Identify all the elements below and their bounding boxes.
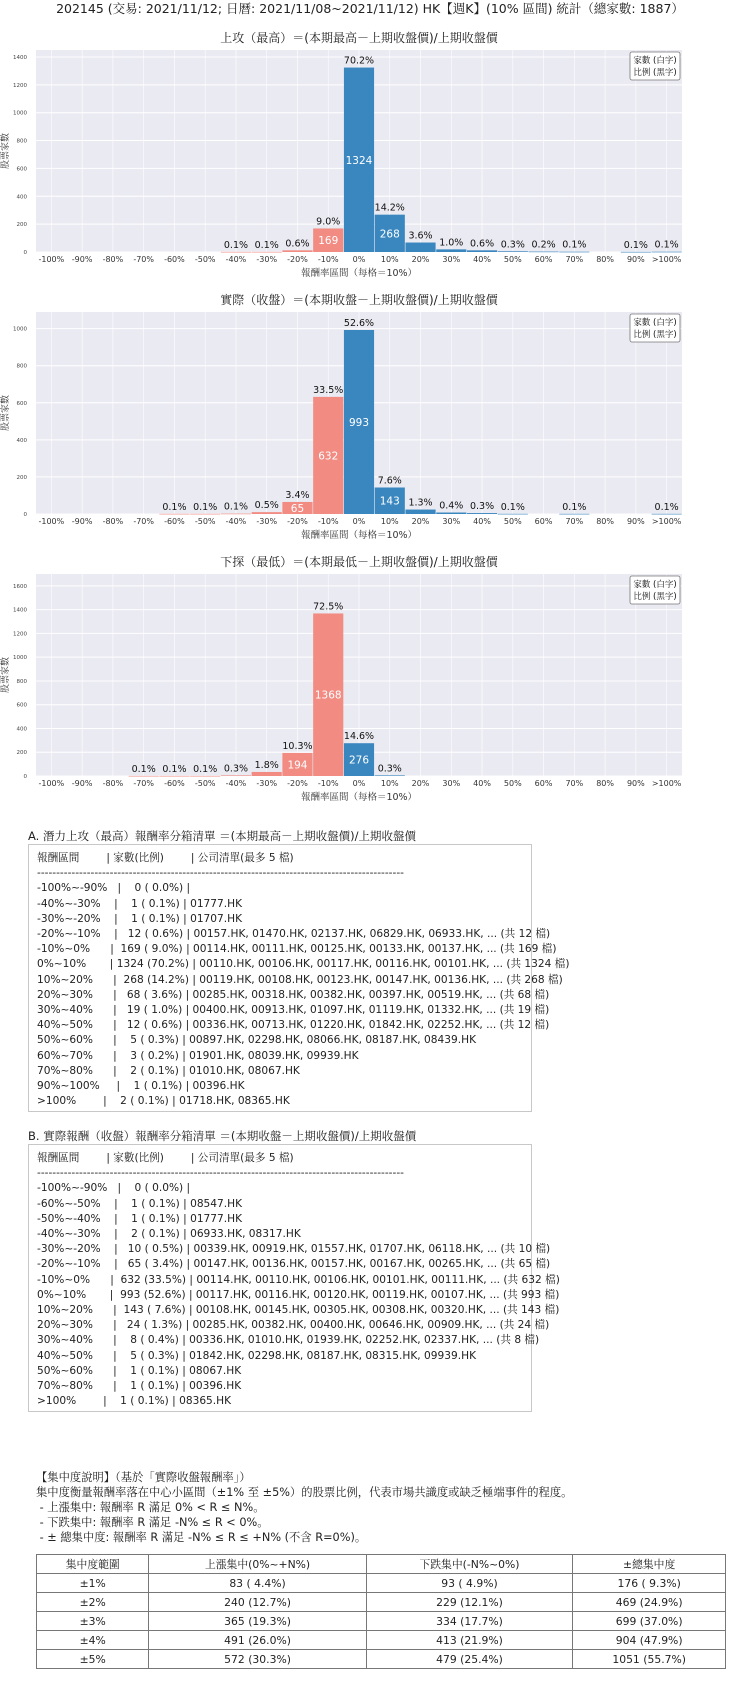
x-tick-label: 0% xyxy=(352,517,366,526)
y-tick-label: 1200 xyxy=(13,82,27,89)
y-tick-label: 1000 xyxy=(13,655,27,662)
y-tick-label: 200 xyxy=(16,474,27,481)
y-tick-label: 400 xyxy=(16,194,27,201)
column-header: ±總集中度 xyxy=(573,1555,726,1574)
concentration-desc: 集中度衡量報酬率落在中心小區間（±1% 至 ±5%）的股票比例，代表市場共識度或缺乏極端事件的程度。 xyxy=(36,1486,573,1499)
bar xyxy=(559,252,589,253)
x-tick-label: -100% xyxy=(38,255,65,264)
x-tick-label: -60% xyxy=(164,255,185,264)
x-tick-label: 40% xyxy=(473,779,491,788)
table-cell: ±4% xyxy=(37,1631,149,1650)
bar-pct-label: 14.6% xyxy=(343,731,375,743)
legend-box xyxy=(630,52,680,80)
table-cell: 904 (47.9%) xyxy=(573,1631,726,1650)
x-tick-label: 40% xyxy=(473,517,491,526)
table-row xyxy=(37,1574,726,1593)
bar-pct-label: 0.1% xyxy=(562,239,587,251)
x-axis-label: 報酬率區間（每格＝10%） xyxy=(300,268,418,279)
bar-pct-label: 0.3% xyxy=(469,501,495,513)
section-b-title: B. 實際報酬（收盤）報酬率分箱清單 ＝(本期收盤－上期收盤價)/上期收盤價 xyxy=(28,1129,417,1143)
bar-pct-label: 9.0% xyxy=(316,216,341,228)
table-cell: 699 (37.0%) xyxy=(573,1612,726,1631)
table-cell: ±2% xyxy=(37,1593,149,1612)
concentration-table xyxy=(36,1554,726,1669)
legend-box xyxy=(630,576,680,604)
section-a-listing: 報酬區間 | 家數(比例) | 公司清單(最多 5 檔) ------------------------------------------------------------------------------------------------ -100%~-90% | 0 ( 0.0%) | -40%~-30% | 1 ( 0.1%) | 01777.HK -30%~-20% | 1 ( 0.1%) | 01707.HK -20%~-10% | 12 ( 0.6%) | 00157.HK, 01470.HK, 02137.HK, 06829.HK, 06933.HK, ... (共 12 檔) -10%~0% | 169 ( 9.0%) | 00114.HK, 00111.HK, 00125.HK, 00133.HK, 00137.HK, ... (共 169 檔) 0%~10% | 1324 (70.2%) | 00110.HK, 00106.HK, 00117.HK, 00116.HK, 00101.HK, ... (共 1324 檔) 10%~20% | 268 (14.2%) | 00119.HK, 00108.HK, 00123.HK, 00147.HK, 00136.HK, ... (共 268 檔) 20%~30% | 68 ( 3.6%) | 00285.HK, 00318.HK, 00382.HK, 00397.HK, 00519.HK, ... (共 68 檔) 30%~40% | 19 ( 1.0%) | 00400.HK, 00913.HK, 01097.HK, 01119.HK, 01332.HK, ... (共 19 檔) 40%~50% | 12 ( 0.6%) | 00336.HK, 00713.HK, 01220.HK, 01842.HK, 02252.HK, ... (共 12 檔) 50%~60% | 5 ( 0.3%) | 00897.HK, 02298.HK, 08066.HK, 08187.HK, 08439.HK 60%~70% | 3 ( 0.2%) | 01901.HK, 08039.HK, 09939.HK 70%~80% | 2 ( 0.1%) | 01010.HK, 08067.HK 90%~100% | 1 ( 0.1%) | 00396.HK >100% | 2 ( 0.1%) | 01718.HK, 08365.HK xyxy=(37,852,570,1108)
bar-count-label: 65 xyxy=(290,502,305,515)
x-tick-label: >100% xyxy=(651,517,682,526)
bar-pct-label: 3.6% xyxy=(408,230,433,242)
bar xyxy=(498,514,528,515)
bar-pct-label: 0.1% xyxy=(162,501,187,513)
bar-pct-label: 0.1% xyxy=(223,501,249,513)
x-tick-label: 80% xyxy=(596,779,614,788)
chart-down-low xyxy=(0,554,740,804)
bar-pct-label: 0.6% xyxy=(285,238,310,250)
legend-entry: 家數 (白字) xyxy=(633,318,677,328)
x-tick-label: 20% xyxy=(411,779,430,788)
bar xyxy=(252,512,282,514)
table-cell: 1051 (55.7%) xyxy=(573,1650,726,1669)
table-cell: 413 (21.9%) xyxy=(366,1631,573,1650)
x-tick-label: -100% xyxy=(38,517,65,526)
y-tick-label: 1200 xyxy=(13,631,27,638)
y-tick-label: 1000 xyxy=(13,110,27,117)
y-tick-label: 1000 xyxy=(13,326,27,333)
x-tick-label: -60% xyxy=(164,517,185,526)
x-tick-label: 0% xyxy=(352,255,366,264)
x-tick-label: 0% xyxy=(352,779,366,788)
y-tick-label: 800 xyxy=(16,363,27,370)
bar-pct-label: 1.8% xyxy=(254,759,279,771)
x-tick-label: >100% xyxy=(651,255,682,264)
bar xyxy=(221,252,251,253)
table-row xyxy=(37,1593,726,1612)
chart-title: 實際（收盤）＝(本期收盤－上期收盤價)/上期收盤價 xyxy=(220,293,498,307)
concentration-heading: 【集中度說明】（基於「實際收盤報酬率」） xyxy=(36,1471,251,1484)
table-cell: ±5% xyxy=(37,1650,149,1669)
table-row xyxy=(37,1631,726,1650)
bar-pct-label: 0.2% xyxy=(531,239,556,251)
bar-pct-label: 0.6% xyxy=(469,238,495,250)
table-cell: 334 (17.7%) xyxy=(366,1612,573,1631)
bar xyxy=(190,514,220,515)
x-tick-label: -100% xyxy=(38,779,65,788)
x-tick-label: -60% xyxy=(164,779,185,788)
x-tick-label: -10% xyxy=(317,255,339,264)
table-cell: 469 (24.9%) xyxy=(573,1593,726,1612)
x-tick-label: -90% xyxy=(71,255,93,264)
bar xyxy=(528,252,558,253)
chart-up-high xyxy=(0,30,740,280)
bar-pct-label: 14.2% xyxy=(374,202,405,214)
column-header: 集中度範圍 xyxy=(37,1555,149,1574)
x-tick-label: -50% xyxy=(194,779,216,788)
bar xyxy=(129,776,159,777)
x-axis-label: 報酬率區間（每格＝10%） xyxy=(300,792,418,803)
bar-pct-label: 3.4% xyxy=(285,489,310,501)
x-tick-label: -40% xyxy=(225,779,247,788)
bar-count-label: 1324 xyxy=(345,154,373,167)
x-tick-label: 30% xyxy=(442,255,461,264)
table-cell: 365 (19.3%) xyxy=(149,1612,366,1631)
legend-box xyxy=(630,314,680,342)
chart-title: 下探（最低）＝(本期最低－上期收盤價)/上期收盤價 xyxy=(220,555,498,569)
x-tick-label: 90% xyxy=(626,779,645,788)
bar xyxy=(467,513,497,514)
legend-entry: 家數 (白字) xyxy=(633,580,677,590)
x-axis-label: 報酬率區間（每格＝10%） xyxy=(300,530,418,541)
x-tick-label: -80% xyxy=(102,517,124,526)
y-tick-label: 1400 xyxy=(13,607,27,614)
concentration-item: - 下跌集中: 報酬率 R 滿足 -N% ≤ R < 0%。 xyxy=(36,1516,269,1529)
y-tick-label: 0 xyxy=(23,250,27,256)
y-tick-label: 600 xyxy=(16,166,27,173)
y-tick-label: 800 xyxy=(16,678,27,685)
bar xyxy=(221,514,251,515)
y-tick-label: 600 xyxy=(16,400,27,407)
bar-pct-label: 70.2% xyxy=(343,55,375,67)
bar-pct-label: 0.1% xyxy=(654,501,679,513)
x-tick-label: 60% xyxy=(534,779,553,788)
table-cell: 229 (12.1%) xyxy=(366,1593,573,1612)
bar xyxy=(467,250,497,252)
x-tick-label: 80% xyxy=(596,517,614,526)
table-cell: 176 ( 9.3%) xyxy=(573,1574,726,1593)
bar xyxy=(252,772,282,776)
concentration-notes xyxy=(36,1470,726,1545)
section-a-title: A. 潛力上攻（最高）報酬率分箱清單 ＝(本期最高－上期收盤價)/上期收盤價 xyxy=(28,829,416,843)
bar-pct-label: 0.1% xyxy=(131,763,156,775)
x-tick-label: 20% xyxy=(411,517,430,526)
bar-pct-label: 0.1% xyxy=(562,501,587,513)
y-tick-label: 200 xyxy=(16,222,27,229)
legend-entry: 比例 (黑字) xyxy=(633,592,677,602)
x-tick-label: -30% xyxy=(256,779,278,788)
bar xyxy=(221,775,251,776)
bar-pct-label: 0.1% xyxy=(193,763,218,775)
bar xyxy=(190,776,220,777)
bar-pct-label: 0.1% xyxy=(223,239,249,251)
bar-pct-label: 52.6% xyxy=(343,317,375,329)
bar-pct-label: 0.1% xyxy=(623,239,648,251)
concentration-item: - ± 總集中度: 報酬率 R 滿足 -N% ≤ R ≤ +N% (不含 R=0%)。 xyxy=(36,1531,367,1544)
x-tick-label: 60% xyxy=(534,255,553,264)
bar xyxy=(559,514,589,515)
x-tick-label: 50% xyxy=(503,517,522,526)
y-tick-label: 1600 xyxy=(13,583,27,590)
section-a-panel xyxy=(28,844,570,1112)
table-cell: 83 ( 4.4%) xyxy=(149,1574,366,1593)
y-axis-label: 股票家數 xyxy=(1,394,11,432)
y-tick-label: 1400 xyxy=(13,54,27,61)
x-tick-label: -50% xyxy=(194,255,216,264)
bar-pct-label: 0.1% xyxy=(500,501,525,513)
x-tick-label: -90% xyxy=(71,779,93,788)
y-tick-label: 400 xyxy=(16,726,27,733)
bar-pct-label: 0.1% xyxy=(654,239,679,251)
table-cell: 93 ( 4.9%) xyxy=(366,1574,573,1593)
x-tick-label: 30% xyxy=(442,779,461,788)
bar-count-label: 1368 xyxy=(314,689,342,702)
table-cell: 491 (26.0%) xyxy=(149,1631,366,1650)
x-tick-label: 10% xyxy=(380,779,399,788)
table-row xyxy=(37,1612,726,1631)
bar-count-label: 169 xyxy=(318,235,339,248)
y-tick-label: 800 xyxy=(16,138,27,145)
bar xyxy=(498,251,528,252)
y-tick-label: 600 xyxy=(16,702,27,709)
x-tick-label: 40% xyxy=(473,255,491,264)
x-tick-label: 60% xyxy=(534,517,553,526)
page-title: 202145 (交易: 2021/11/12; 日曆: 2021/11/08~2021/11/12) HK【週K】(10% 區間) 統計（總家數: 1887） xyxy=(56,1,684,16)
legend-entry: 比例 (黑字) xyxy=(633,68,677,78)
table-cell: 572 (30.3%) xyxy=(149,1650,366,1669)
x-tick-label: -10% xyxy=(317,517,339,526)
x-tick-label: -40% xyxy=(225,255,247,264)
bar-pct-label: 0.4% xyxy=(439,500,464,512)
table-header-row xyxy=(37,1555,726,1574)
x-tick-label: 80% xyxy=(596,255,614,264)
bar xyxy=(159,776,189,777)
y-tick-label: 0 xyxy=(23,774,27,780)
x-tick-label: -10% xyxy=(317,779,339,788)
x-tick-label: 20% xyxy=(411,255,430,264)
x-tick-label: -30% xyxy=(256,255,278,264)
bar-count-label: 194 xyxy=(287,759,308,772)
bar-count-label: 632 xyxy=(318,450,339,463)
bar xyxy=(252,252,282,253)
x-tick-label: -70% xyxy=(133,255,155,264)
x-tick-label: >100% xyxy=(651,779,682,788)
bar xyxy=(282,250,312,252)
section-b-listing: 報酬區間 | 家數(比例) | 公司清單(最多 5 檔) ------------------------------------------------------------------------------------------------ -100%~-90% | 0 ( 0.0%) | -60%~-50% | 1 ( 0.1%) | 08547.HK -50%~-40% | 1 ( 0.1%) | 01777.HK -40%~-30% | 2 ( 0.1%) | 06933.HK, 08317.HK -30%~-20% | 10 ( 0.5%) | 00339.HK, 00919.HK, 01557.HK, 01707.HK, 06118.HK, ... (共 10 檔) -20%~-10% | 65 ( 3.4%) | 00147.HK, 00136.HK, 00157.HK, 00167.HK, 00265.HK, ... (共 65 檔) -10%~0% | 632 (33.5%) | 00114.HK, 00110.HK, 00106.HK, 00101.HK, 00111.HK, ... (共 632 檔) 0%~10% | 993 (52.6%) | 00117.HK, 00116.HK, 00120.HK, 00119.HK, 00107.HK, ... (共 993 檔) 10%~20% | 143 ( 7.6%) | 00108.HK, 00145.HK, 00305.HK, 00308.HK, 00320.HK, ... (共 143 檔) 20%~30% | 24 ( 1.3%) | 00285.HK, 00382.HK, 00400.HK, 00646.HK, 00909.HK, ... (共 24 檔) 30%~40% | 8 ( 0.4%) | 00336.HK, 01010.HK, 01939.HK, 02252.HK, 02337.HK, ... (共 8 檔) 40%~50% | 5 ( 0.3%) | 01842.HK, 02298.HK, 08187.HK, 08315.HK, 09939.HK 50%~60% | 1 ( 0.1%) | 08067.HK 70%~80% | 1 ( 0.1%) | 00396.HK >100% | 1 ( 0.1%) | 08365.HK xyxy=(37,1152,560,1408)
bar xyxy=(436,513,466,514)
x-tick-label: 10% xyxy=(380,255,399,264)
x-tick-label: -80% xyxy=(102,779,124,788)
bar-pct-label: 0.5% xyxy=(254,500,279,512)
bar xyxy=(621,252,651,253)
bar-pct-label: 0.1% xyxy=(254,239,279,251)
bar-pct-label: 0.3% xyxy=(500,239,525,251)
x-tick-label: 90% xyxy=(626,517,645,526)
section-b-panel xyxy=(28,1144,560,1412)
bar-pct-label: 0.3% xyxy=(377,763,402,775)
bar-pct-label: 7.6% xyxy=(377,475,402,487)
y-tick-label: 400 xyxy=(16,437,27,444)
table-cell: ±3% xyxy=(37,1612,149,1631)
bar-count-label: 276 xyxy=(348,754,370,767)
concentration-item: - 上漲集中: 報酬率 R 滿足 0% < R ≤ N%。 xyxy=(36,1501,265,1514)
bar-pct-label: 0.1% xyxy=(193,501,218,513)
x-tick-label: -90% xyxy=(71,517,93,526)
bar-pct-label: 0.1% xyxy=(162,763,187,775)
x-tick-label: 70% xyxy=(565,517,584,526)
y-axis-label: 股票家數 xyxy=(1,132,11,170)
bar xyxy=(652,252,682,253)
table-cell: 479 (25.4%) xyxy=(366,1650,573,1669)
x-tick-label: -70% xyxy=(133,779,155,788)
x-tick-label: 10% xyxy=(380,517,399,526)
bar-count-label: 143 xyxy=(379,495,400,508)
column-header: 上漲集中(0%~+N%) xyxy=(149,1555,366,1574)
bar xyxy=(436,249,466,252)
chart-actual-close xyxy=(0,292,740,542)
y-axis-label: 股票家數 xyxy=(1,656,11,694)
legend-entry: 家數 (白字) xyxy=(633,56,677,66)
column-header: 下跌集中(-N%~0%) xyxy=(366,1555,573,1574)
legend-entry: 比例 (黑字) xyxy=(633,330,677,340)
bar-pct-label: 33.5% xyxy=(313,384,344,396)
table-row xyxy=(37,1650,726,1669)
bar-pct-label: 1.0% xyxy=(439,237,464,249)
x-tick-label: -20% xyxy=(287,517,308,526)
bar-pct-label: 72.5% xyxy=(313,601,344,613)
bar xyxy=(652,514,682,515)
bar-pct-label: 0.3% xyxy=(223,763,249,775)
x-tick-label: -50% xyxy=(194,517,216,526)
table-cell: ±1% xyxy=(37,1574,149,1593)
x-tick-label: -40% xyxy=(225,517,247,526)
bar xyxy=(405,243,435,252)
x-tick-label: -20% xyxy=(287,779,308,788)
y-tick-label: 0 xyxy=(23,512,27,518)
x-tick-label: -30% xyxy=(256,517,278,526)
bar xyxy=(405,510,435,514)
bar-count-label: 993 xyxy=(348,416,370,429)
x-tick-label: -20% xyxy=(287,255,308,264)
x-tick-label: 50% xyxy=(503,255,522,264)
table-cell: 240 (12.7%) xyxy=(149,1593,366,1612)
x-tick-label: 70% xyxy=(565,255,584,264)
bar-pct-label: 1.3% xyxy=(408,497,433,509)
x-tick-label: 90% xyxy=(626,255,645,264)
bar-pct-label: 10.3% xyxy=(282,740,313,752)
x-tick-label: -80% xyxy=(102,255,124,264)
x-tick-label: 50% xyxy=(503,779,522,788)
x-tick-label: 30% xyxy=(442,517,461,526)
chart-title: 上攻（最高）＝(本期最高－上期收盤價)/上期收盤價 xyxy=(220,31,498,45)
bar xyxy=(375,775,405,776)
bar xyxy=(159,514,189,515)
bar-count-label: 268 xyxy=(379,228,400,241)
y-tick-label: 200 xyxy=(16,750,27,757)
x-tick-label: -70% xyxy=(133,517,155,526)
x-tick-label: 70% xyxy=(565,779,584,788)
